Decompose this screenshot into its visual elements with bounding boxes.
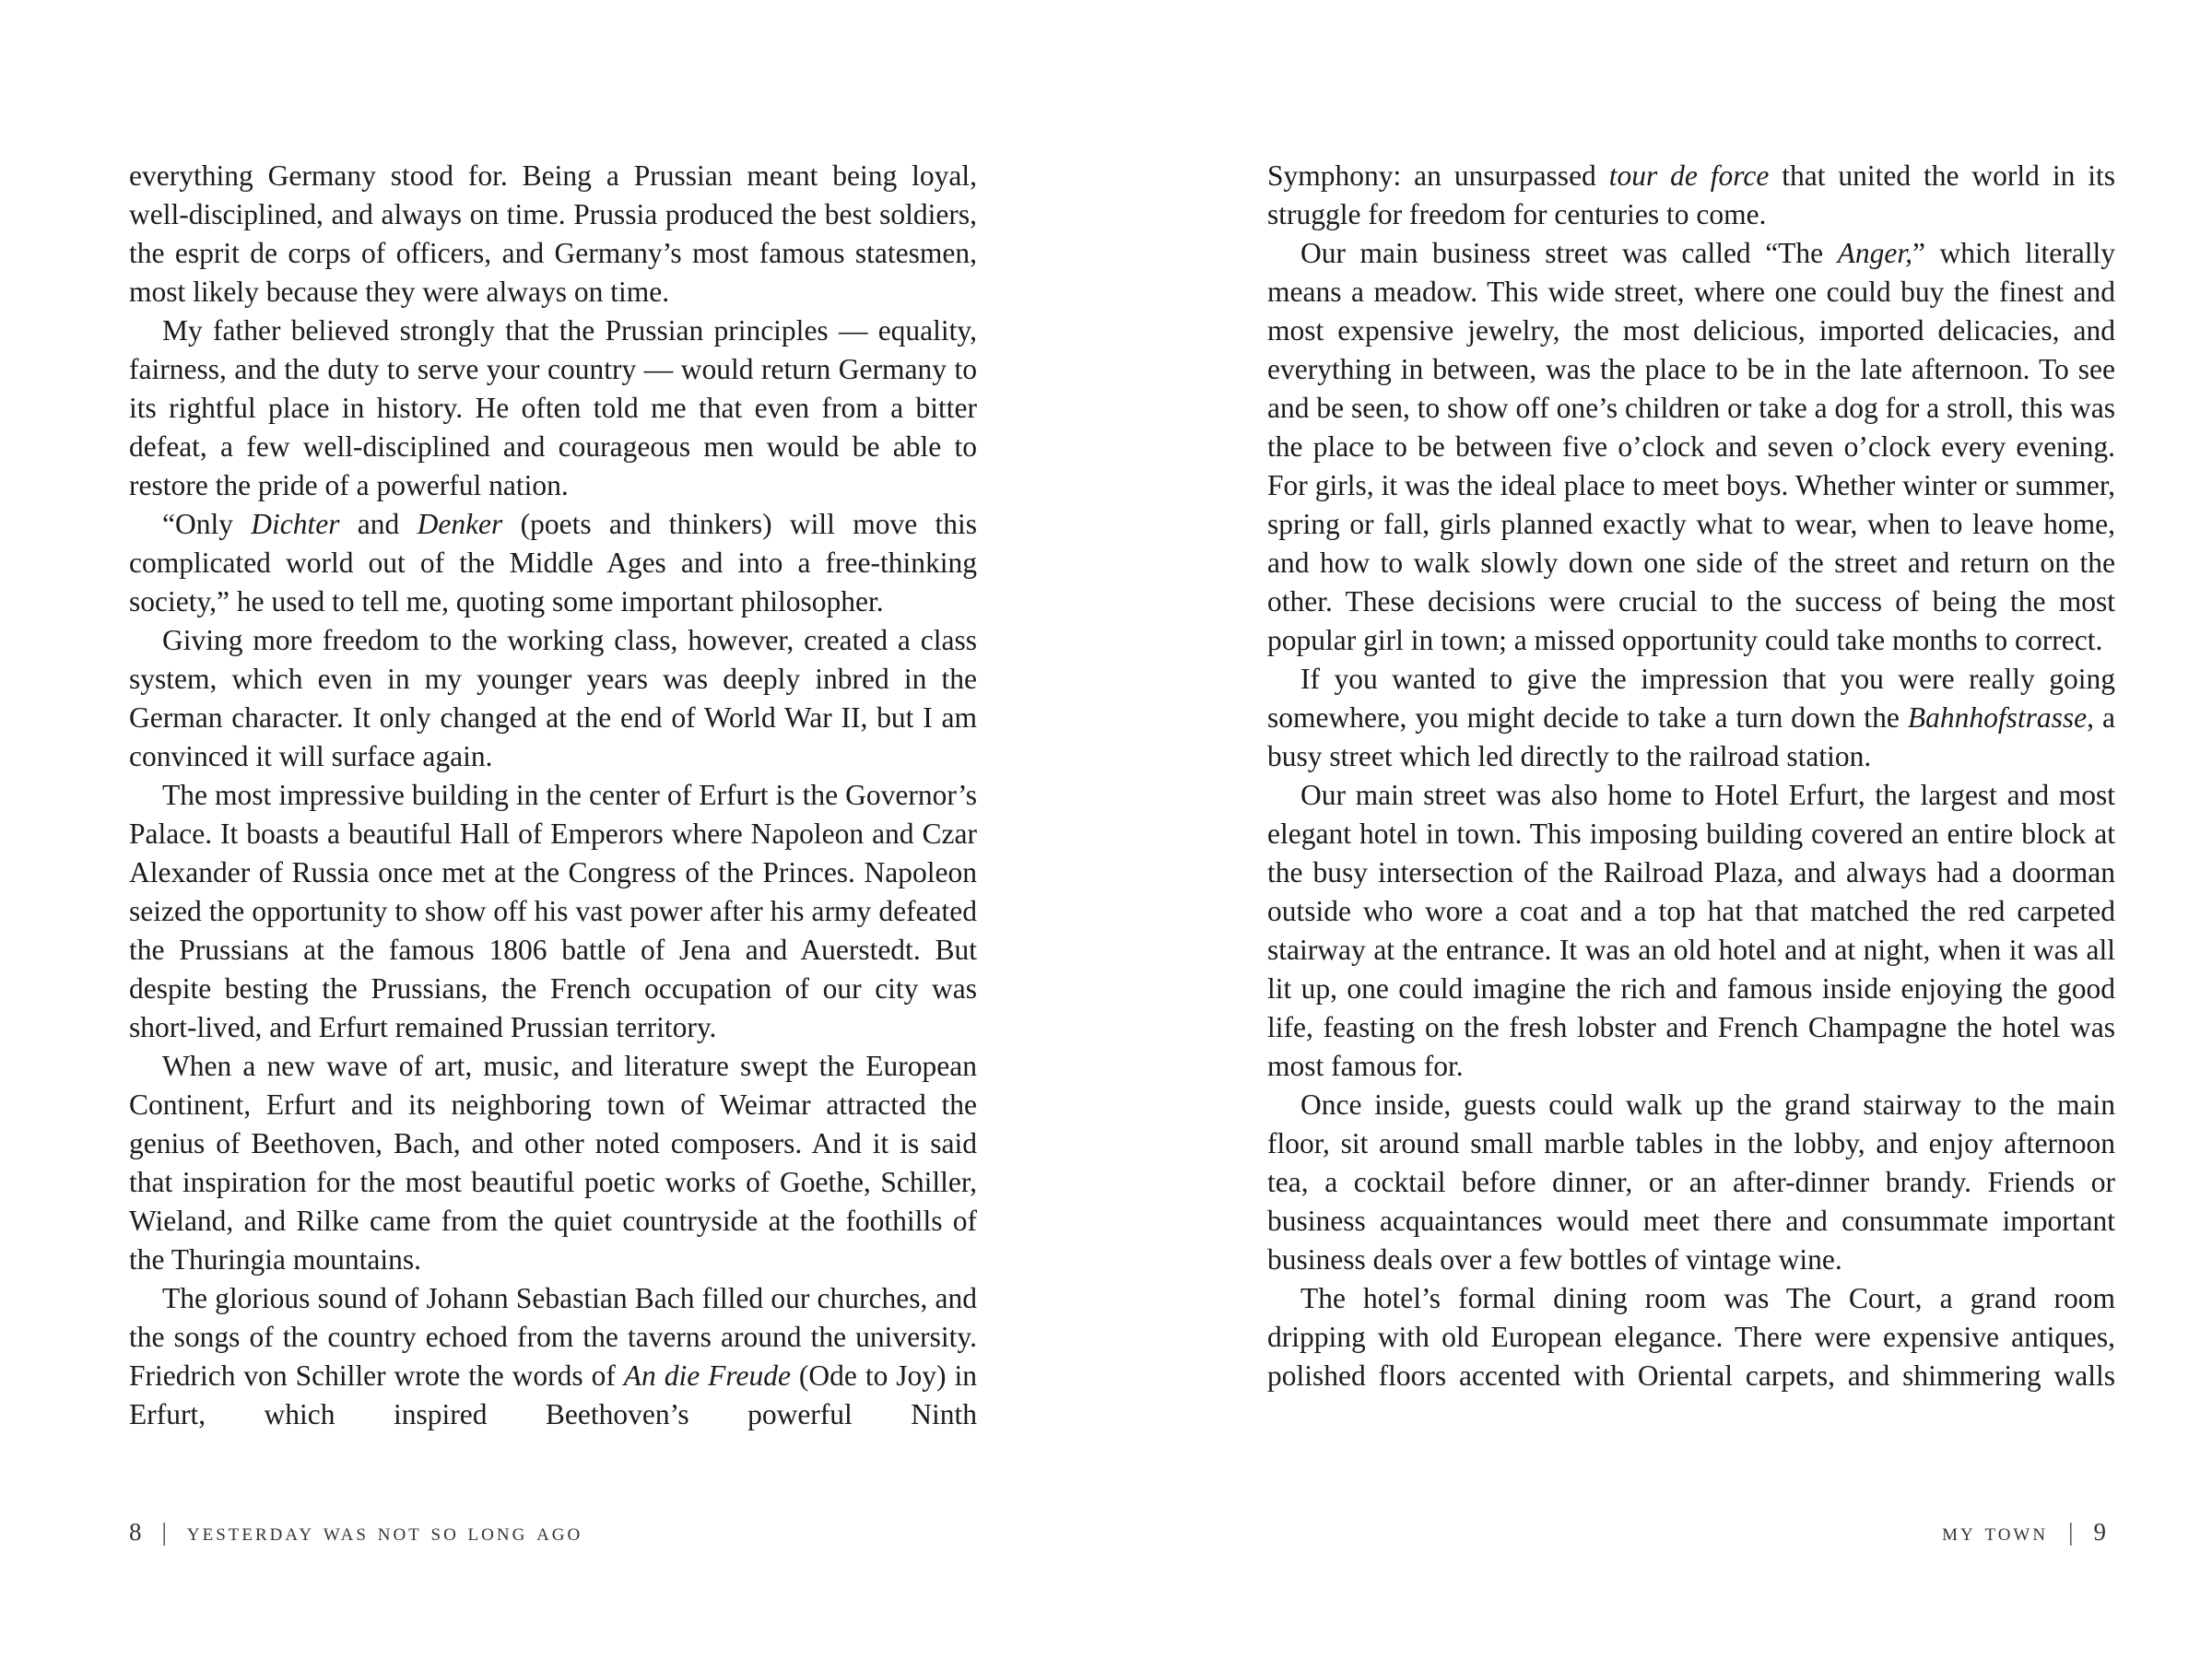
paragraph: Symphony: an unsurpassed tour de force that united the world in its struggle for freedom for centuries to come.: [1267, 159, 2116, 230]
paragraph: When a new wave of art, music, and literature swept the European Continent, Erfurt and its neighboring town of Weimar attracted the genius of Beethoven, Bach, and other noted composers. And it is said that inspiration for the most beautiful poetic works of Goethe, Schiller, Wieland, and Rilke came from the quiet countryside at the foothills of the Thuringia mountains.: [129, 1050, 977, 1276]
left-page-text: [129, 157, 977, 1434]
folio-separator: |: [2068, 1518, 2074, 1546]
page-number: 8: [129, 1518, 142, 1546]
right-page: [1106, 0, 2212, 1659]
paragraph: The hotel’s formal dining room was The Court, a grand room dripping with old European elegance. There were expensive antiques, polished floors accented with Oriental carpets, and shimmering walls: [1267, 1282, 2115, 1392]
paragraph: My father believed strongly that the Prussian principles — equality, fairness, and the duty to serve your country — would return Germany to its rightful place in history. He often told me that even from a bitter defeat, a few well-disciplined and courageous men would be able to restore the pride of a powerful nation.: [129, 314, 977, 501]
left-footer: [129, 1513, 582, 1550]
paragraph: Giving more freedom to the working class, however, created a class system, which even in my younger years was deeply inbred in the German character. It only changed at the end of World War II, but I am convinced it will surface again.: [129, 624, 977, 772]
running-head: yesterday was not so long ago: [186, 1518, 583, 1546]
paragraph: “Only Dichter and Denker (poets and thinkers) will move this complicated world out of the Middle Ages and into a free-thinking society,” he used to tell me, quoting some important philosopher.: [129, 508, 978, 618]
right-footer: [1942, 1513, 2106, 1550]
paragraph: Our main street was also home to Hotel Erfurt, the largest and most elegant hotel in town. This imposing building covered an entire block at the busy intersection of the Railroad Plaza, and always had a doorman outside who wore a coat and a top hat that matched the red carpeted stairway at the entrance. It was an old hotel and at night, when it was all lit up, one could imagine the rich and famous inside enjoying the good life, feasting on the fresh lobster and French Champagne the hotel was most famous for.: [1267, 779, 2115, 1082]
paragraph: The glorious sound of Johann Sebastian Bach filled our churches, and the songs of the country echoed from the taverns around the university. Friedrich von Schiller wrote the words of An die Freude (Ode to Joy) in Erfurt, which inspired Beethoven’s powerful Ninth: [129, 1282, 977, 1430]
paragraph: The most impressive building in the center of Erfurt is the Governor’s Palace. It boasts a beautiful Hall of Emperors where Napoleon and Czar Alexander of Russia once met at the Congress of the Princes. Napoleon seized the opportunity to show off his vast power after his army defeated the Prussians at the famous 1806 battle of Jena and Auerstedt. But despite besting the Prussians, the French occupation of our city was short-lived, and Erfurt remained Prussian territory.: [129, 779, 977, 1043]
paragraph: Our main business street was called “The Anger,” which literally means a meadow. This wide street, where one could buy the finest and most expensive jewelry, the most delicious, imported delicacies, and everything in between, was the place to be in the late afternoon. To see and be seen, to show off one’s children or take a dog for a stroll, this was the place to be between five o’clock and seven o’clock every evening. For girls, it was the ideal place to meet boys. Whether winter or summer, spring or fall, girls planned exactly what to wear, when to leave home, and how to walk slowly down one side of the street and return on the other. These decisions were crucial to the success of being the most popular girl in town; a missed opportunity could take months to correct.: [1267, 237, 2115, 656]
page-number: 9: [2093, 1518, 2106, 1546]
paragraph: Once inside, guests could walk up the grand stairway to the main floor, sit around small marble tables in the lobby, and enjoy afternoon tea, a cocktail before dinner, or an after-dinner brandy. Friends or business acquaintances would meet there and consummate important business deals over a few bottles of vintage wine.: [1267, 1088, 2115, 1276]
right-page-text: [1267, 157, 2115, 1395]
paragraph: If you wanted to give the impression that you were really going somewhere, you might decide to take a turn down the Bahnhofstrasse, a busy street which led directly to the railroad station.: [1267, 663, 2116, 772]
running-head: my town: [1942, 1518, 2049, 1546]
paragraph: everything Germany stood for. Being a Prussian meant being loyal, well-disciplined, and always on time. Prussia produced the best soldiers, the esprit de corps of officers, and Germany’s most famous statesmen, most likely because they were always on time.: [129, 159, 977, 308]
folio-separator: |: [161, 1518, 167, 1546]
